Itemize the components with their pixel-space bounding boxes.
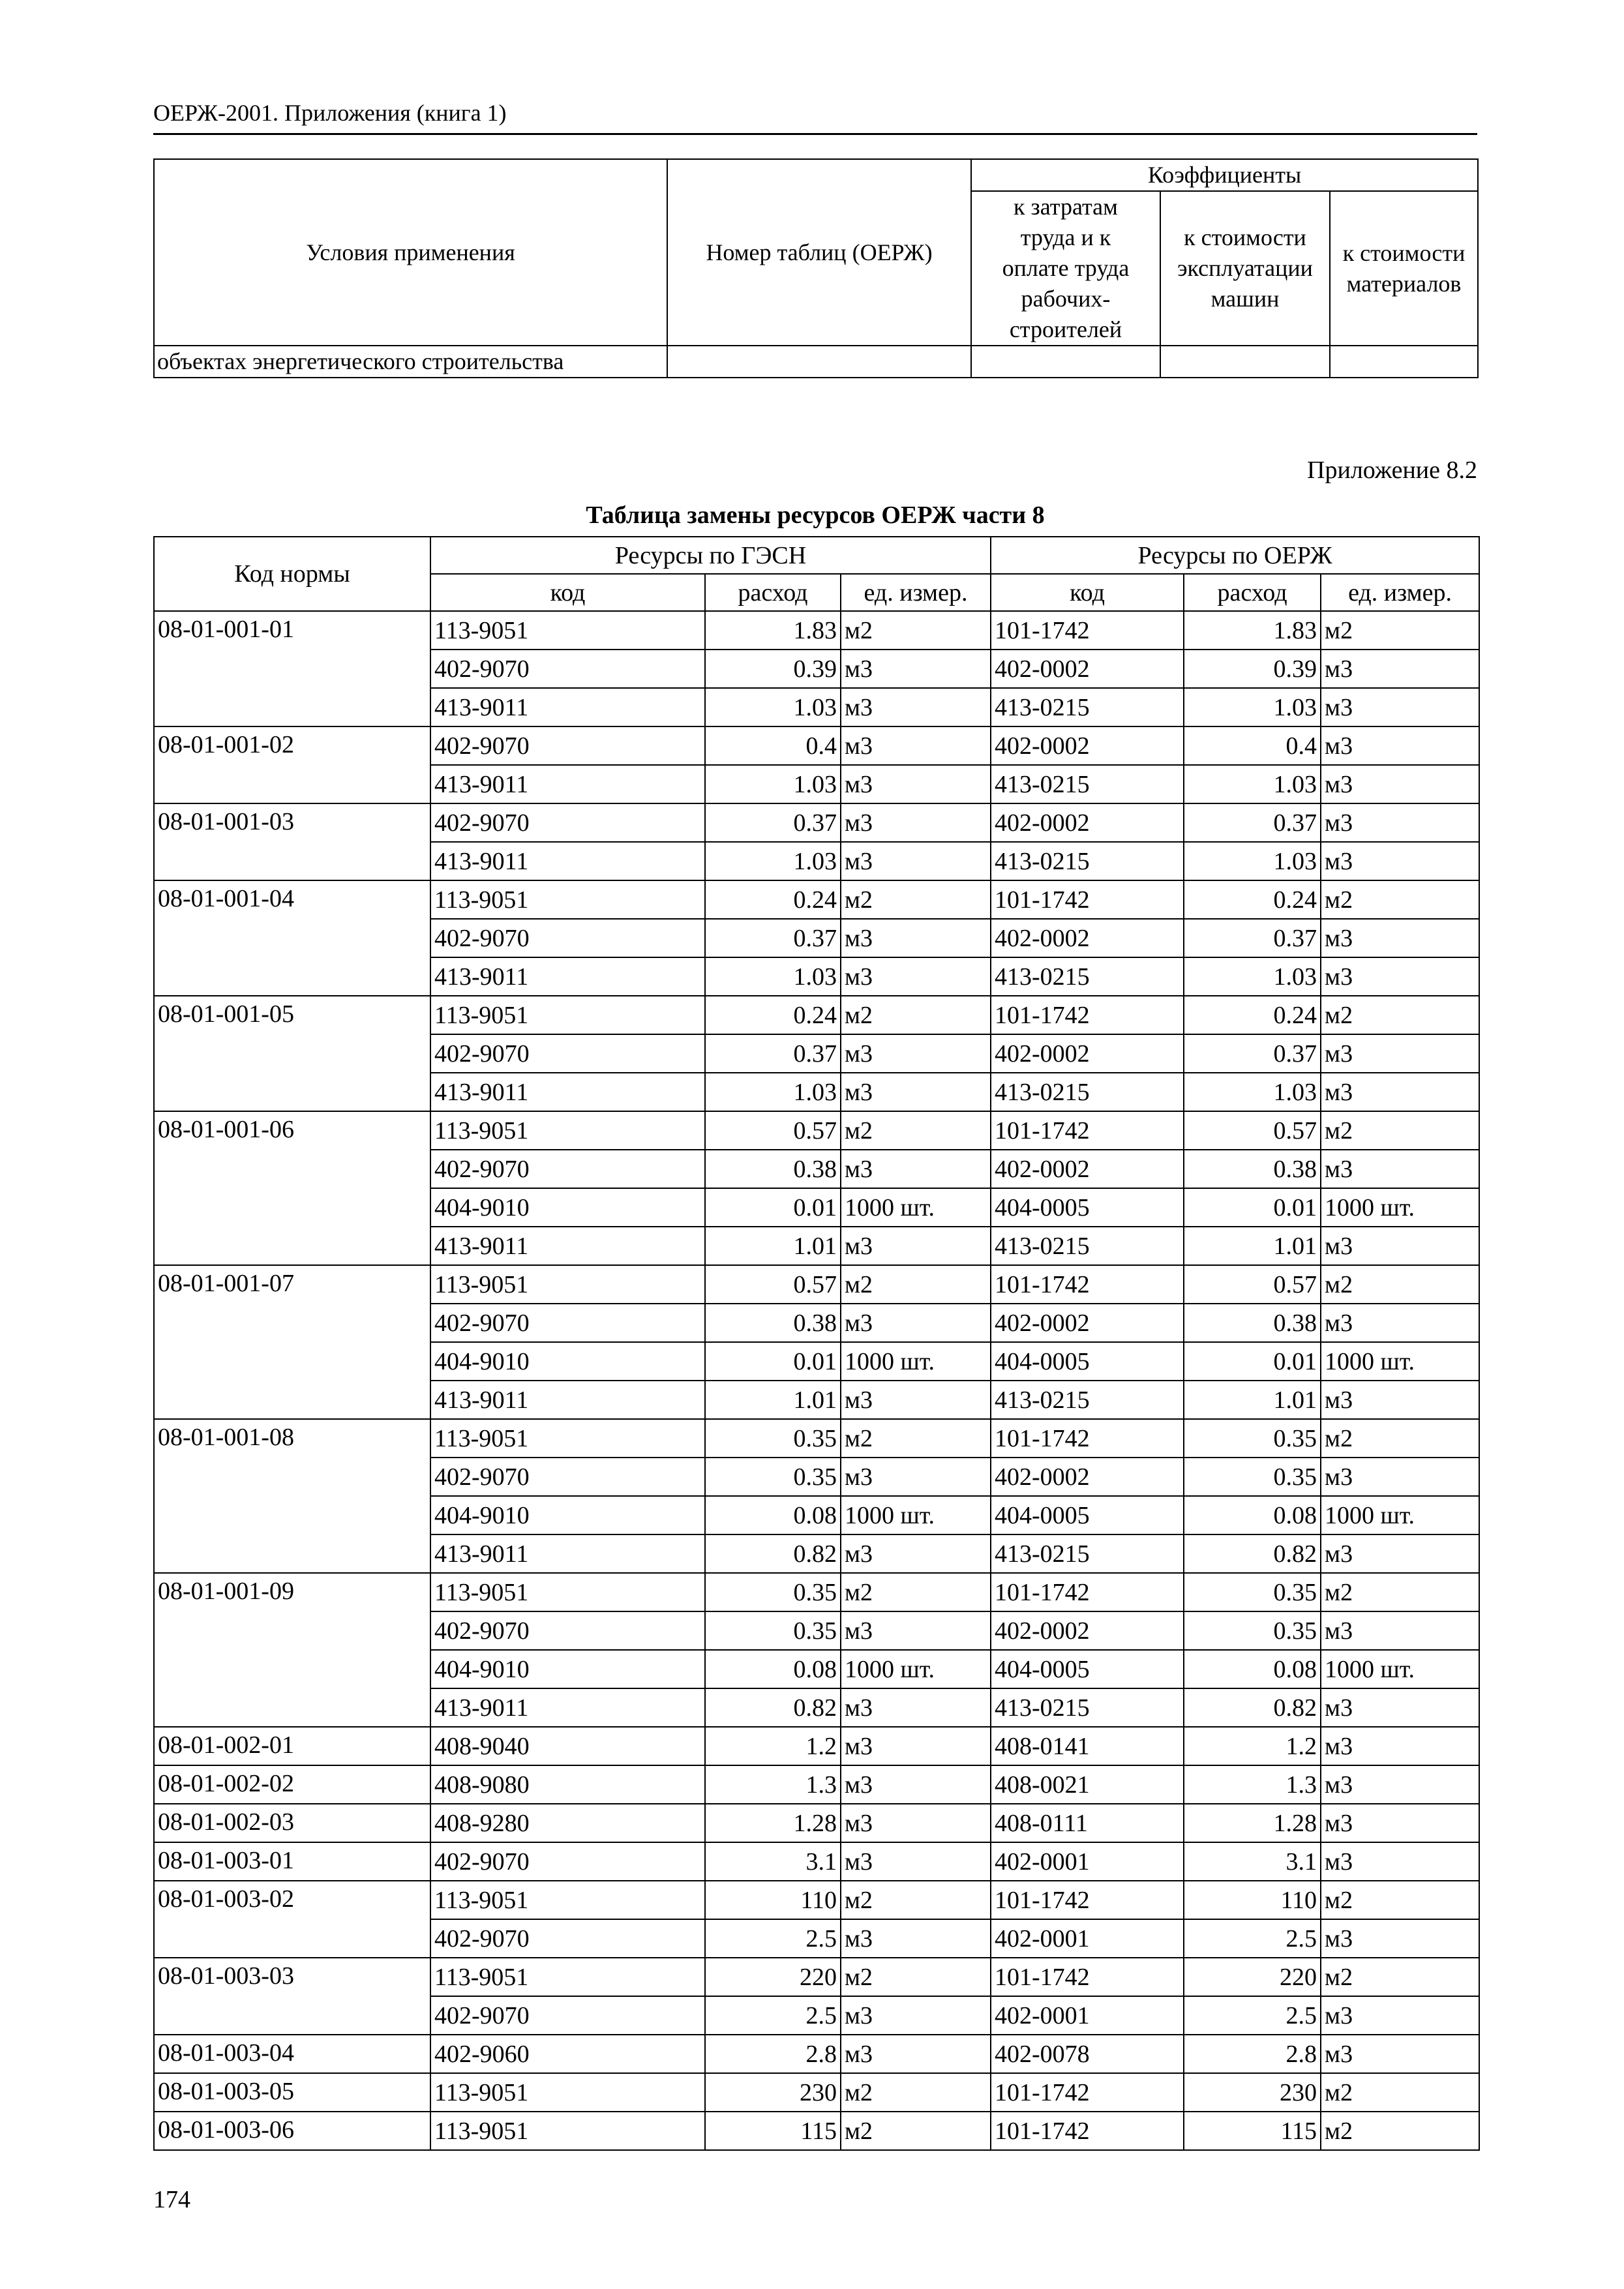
norm-code-cell: 08-01-003-03 (154, 1958, 430, 2035)
col-coefficients-header: Коэффициенты (971, 159, 1478, 191)
sub-materials-header: к стоимости материалов (1330, 191, 1478, 346)
oerzh-code-cell: 408-0021 (991, 1765, 1184, 1804)
oerzh-unit-cell: м2 (1321, 1881, 1479, 1919)
gesn-code-cell: 113-9051 (430, 1958, 705, 1996)
gesn-unit-cell: м3 (841, 1842, 991, 1881)
oerzh-rate-cell: 1.01 (1184, 1227, 1321, 1265)
gesn-rate-cell: 2.5 (705, 1919, 841, 1958)
gesn-rate-cell: 0.39 (705, 650, 841, 688)
gesn-code-cell: 413-9011 (430, 842, 705, 880)
gesn-code-cell: 402-9070 (430, 1458, 705, 1496)
table-row (154, 2035, 1479, 2073)
oerzh-code-cell: 404-0005 (991, 1188, 1184, 1227)
gesn-code-header: код (430, 574, 705, 611)
gesn-rate-cell: 110 (705, 1881, 841, 1919)
gesn-code-cell: 402-9070 (430, 919, 705, 957)
gesn-code-cell: 113-9051 (430, 1881, 705, 1919)
gesn-rate-cell: 0.38 (705, 1150, 841, 1188)
oerzh-code-cell: 402-0078 (991, 2035, 1184, 2073)
oerzh-code-cell: 402-0002 (991, 1304, 1184, 1342)
gesn-rate-cell: 1.3 (705, 1765, 841, 1804)
col-norm-header: Код нормы (154, 537, 430, 611)
gesn-rate-cell: 0.01 (705, 1342, 841, 1381)
oerzh-rate-cell: 1.28 (1184, 1804, 1321, 1842)
table-row (154, 1573, 1479, 1611)
oerzh-code-cell: 402-0002 (991, 1034, 1184, 1073)
oerzh-unit-cell: м2 (1321, 611, 1479, 650)
gesn-unit-cell: м3 (841, 1804, 991, 1842)
norm-code-cell: 08-01-003-01 (154, 1842, 430, 1881)
oerzh-code-cell: 404-0005 (991, 1650, 1184, 1688)
oerzh-rate-cell: 0.82 (1184, 1688, 1321, 1727)
oerzh-unit-cell: м3 (1321, 1727, 1479, 1765)
gesn-code-cell: 413-9011 (430, 1227, 705, 1265)
oerzh-rate-cell: 0.38 (1184, 1150, 1321, 1188)
norm-code-cell: 08-01-001-01 (154, 611, 430, 726)
table-row (154, 1881, 1479, 1919)
gesn-unit-cell: 1000 шт. (841, 1188, 991, 1227)
oerzh-code-cell: 402-0002 (991, 726, 1184, 765)
oerzh-unit-cell: м3 (1321, 919, 1479, 957)
gesn-code-cell: 402-9070 (430, 726, 705, 765)
oerzh-code-cell: 402-0002 (991, 803, 1184, 842)
oerzh-rate-cell: 1.03 (1184, 688, 1321, 726)
gesn-rate-cell: 0.24 (705, 996, 841, 1034)
oerzh-unit-cell: 1000 шт. (1321, 1650, 1479, 1688)
gesn-code-cell: 113-9051 (430, 1573, 705, 1611)
norm-code-cell: 08-01-001-09 (154, 1573, 430, 1727)
oerzh-code-cell: 413-0215 (991, 688, 1184, 726)
oerzh-unit-cell: м3 (1321, 1458, 1479, 1496)
gesn-rate-cell: 1.03 (705, 765, 841, 803)
oerzh-rate-cell: 0.37 (1184, 919, 1321, 957)
gesn-rate-cell: 0.35 (705, 1611, 841, 1650)
oerzh-unit-cell: м2 (1321, 1573, 1479, 1611)
oerzh-rate-cell: 1.2 (1184, 1727, 1321, 1765)
oerzh-rate-cell: 0.35 (1184, 1611, 1321, 1650)
oerzh-code-cell: 413-0215 (991, 1534, 1184, 1573)
norm-code-cell: 08-01-001-02 (154, 726, 430, 803)
oerzh-unit-header: ед. измер. (1321, 574, 1479, 611)
sub-machines-header: к стоимости эксплуатации машин (1160, 191, 1330, 346)
gesn-rate-cell: 0.57 (705, 1111, 841, 1150)
gesn-code-cell: 113-9051 (430, 1419, 705, 1458)
oerzh-rate-cell: 0.35 (1184, 1419, 1321, 1458)
table-row (154, 803, 1479, 842)
gesn-code-cell: 113-9051 (430, 2112, 705, 2150)
norm-code-cell: 08-01-001-05 (154, 996, 430, 1111)
oerzh-unit-cell: м3 (1321, 2035, 1479, 2073)
gesn-rate-cell: 0.35 (705, 1458, 841, 1496)
gesn-code-cell: 413-9011 (430, 688, 705, 726)
oerzh-rate-cell: 1.03 (1184, 842, 1321, 880)
gesn-rate-cell: 1.03 (705, 842, 841, 880)
gesn-rate-cell: 0.08 (705, 1650, 841, 1688)
gesn-unit-cell: м3 (841, 650, 991, 688)
gesn-rate-cell: 0.37 (705, 1034, 841, 1073)
gesn-unit-cell: м3 (841, 1996, 991, 2035)
oerzh-code-cell: 402-0002 (991, 1150, 1184, 1188)
oerzh-rate-cell: 0.82 (1184, 1534, 1321, 1573)
oerzh-rate-cell: 230 (1184, 2073, 1321, 2112)
oerzh-code-cell: 404-0005 (991, 1342, 1184, 1381)
gesn-code-cell: 113-9051 (430, 880, 705, 919)
oerzh-code-cell: 408-0141 (991, 1727, 1184, 1765)
gesn-unit-cell: 1000 шт. (841, 1496, 991, 1534)
gesn-code-cell: 402-9070 (430, 1611, 705, 1650)
gesn-unit-cell: м2 (841, 1573, 991, 1611)
oerzh-code-cell: 101-1742 (991, 880, 1184, 919)
oerzh-unit-cell: м3 (1321, 1227, 1479, 1265)
oerzh-rate-cell: 2.8 (1184, 2035, 1321, 2073)
gesn-unit-cell: м3 (841, 803, 991, 842)
oerzh-code-cell: 402-0002 (991, 650, 1184, 688)
norm-code-cell: 08-01-001-07 (154, 1265, 430, 1419)
oerzh-unit-cell: м3 (1321, 650, 1479, 688)
gesn-unit-cell: м3 (841, 1534, 991, 1573)
oerzh-unit-cell: 1000 шт. (1321, 1496, 1479, 1534)
appendix-label: Приложение 8.2 (1307, 456, 1477, 484)
gesn-rate-cell: 115 (705, 2112, 841, 2150)
gesn-rate-cell: 0.37 (705, 919, 841, 957)
gesn-rate-cell: 0.24 (705, 880, 841, 919)
gesn-unit-cell: м3 (841, 1227, 991, 1265)
group-oerzh-header: Ресурсы по ОЕРЖ (991, 537, 1479, 574)
oerzh-rate-cell: 1.01 (1184, 1381, 1321, 1419)
oerzh-code-cell: 101-1742 (991, 2112, 1184, 2150)
gesn-unit-cell: м2 (841, 1265, 991, 1304)
gesn-unit-cell: м3 (841, 1611, 991, 1650)
oerzh-unit-cell: м3 (1321, 1996, 1479, 2035)
oerzh-code-cell: 402-0001 (991, 1919, 1184, 1958)
oerzh-rate-cell: 0.57 (1184, 1111, 1321, 1150)
oerzh-rate-cell: 0.01 (1184, 1188, 1321, 1227)
oerzh-unit-cell: м2 (1321, 880, 1479, 919)
gesn-unit-header: ед. измер. (841, 574, 991, 611)
gesn-unit-cell: м3 (841, 1727, 991, 1765)
oerzh-code-cell: 413-0215 (991, 1381, 1184, 1419)
oerzh-code-cell: 413-0215 (991, 765, 1184, 803)
gesn-code-cell: 413-9011 (430, 1534, 705, 1573)
table-row (154, 2112, 1479, 2150)
oerzh-unit-cell: м2 (1321, 996, 1479, 1034)
gesn-unit-cell: м2 (841, 611, 991, 650)
table-row (154, 611, 1479, 650)
coefficients-table (153, 158, 1479, 378)
oerzh-rate-cell: 1.03 (1184, 957, 1321, 996)
gesn-code-cell: 413-9011 (430, 1688, 705, 1727)
oerzh-code-cell: 101-1742 (991, 996, 1184, 1034)
gesn-code-cell: 413-9011 (430, 765, 705, 803)
oerzh-unit-cell: м2 (1321, 1265, 1479, 1304)
oerzh-unit-cell: м3 (1321, 957, 1479, 996)
gesn-code-cell: 404-9010 (430, 1496, 705, 1534)
oerzh-rate-cell: 0.08 (1184, 1650, 1321, 1688)
gesn-unit-cell: м3 (841, 1304, 991, 1342)
table-row (154, 1765, 1479, 1804)
oerzh-code-cell: 101-1742 (991, 1419, 1184, 1458)
gesn-rate-cell: 2.8 (705, 2035, 841, 2073)
oerzh-unit-cell: м3 (1321, 688, 1479, 726)
gesn-unit-cell: м3 (841, 765, 991, 803)
oerzh-rate-cell: 115 (1184, 2112, 1321, 2150)
oerzh-code-cell: 413-0215 (991, 842, 1184, 880)
gesn-code-cell: 402-9070 (430, 1034, 705, 1073)
gesn-rate-cell: 1.03 (705, 957, 841, 996)
gesn-rate-cell: 0.38 (705, 1304, 841, 1342)
gesn-code-cell: 402-9070 (430, 1150, 705, 1188)
gesn-code-cell: 402-9070 (430, 1304, 705, 1342)
oerzh-rate-cell: 0.57 (1184, 1265, 1321, 1304)
gesn-rate-cell: 1.28 (705, 1804, 841, 1842)
gesn-unit-cell: м2 (841, 880, 991, 919)
oerzh-unit-cell: 1000 шт. (1321, 1188, 1479, 1227)
gesn-code-cell: 402-9060 (430, 2035, 705, 2073)
gesn-rate-cell: 0.82 (705, 1688, 841, 1727)
oerzh-rate-cell: 0.24 (1184, 996, 1321, 1034)
oerzh-unit-cell: м3 (1321, 1611, 1479, 1650)
gesn-rate-cell: 3.1 (705, 1842, 841, 1881)
gesn-unit-cell: м3 (841, 1073, 991, 1111)
gesn-unit-cell: м2 (841, 1419, 991, 1458)
gesn-code-cell: 408-9280 (430, 1804, 705, 1842)
oerzh-unit-cell: м3 (1321, 842, 1479, 880)
gesn-code-cell: 413-9011 (430, 957, 705, 996)
oerzh-code-cell: 413-0215 (991, 1073, 1184, 1111)
gesn-rate-cell: 1.01 (705, 1227, 841, 1265)
gesn-unit-cell: м3 (841, 1381, 991, 1419)
gesn-unit-cell: 1000 шт. (841, 1650, 991, 1688)
oerzh-unit-cell: м2 (1321, 1958, 1479, 1996)
coef-row-text: объектах энергетического строительства (154, 346, 667, 378)
gesn-unit-cell: м2 (841, 1958, 991, 1996)
gesn-unit-cell: м3 (841, 1034, 991, 1073)
gesn-unit-cell: м3 (841, 1919, 991, 1958)
oerzh-unit-cell: м3 (1321, 1073, 1479, 1111)
oerzh-rate-cell: 220 (1184, 1958, 1321, 1996)
gesn-unit-cell: 1000 шт. (841, 1342, 991, 1381)
gesn-unit-cell: м3 (841, 957, 991, 996)
table-row (154, 1727, 1479, 1765)
oerzh-unit-cell: м3 (1321, 1919, 1479, 1958)
gesn-rate-cell: 0.08 (705, 1496, 841, 1534)
oerzh-unit-cell: м3 (1321, 1842, 1479, 1881)
gesn-unit-cell: м2 (841, 2112, 991, 2150)
gesn-code-cell: 402-9070 (430, 1996, 705, 2035)
sub-labor-header: к затратам труда и к оплате труда рабочих- строителей (971, 191, 1160, 346)
gesn-code-cell: 113-9051 (430, 996, 705, 1034)
gesn-rate-cell: 1.83 (705, 611, 841, 650)
oerzh-code-cell: 402-0002 (991, 1458, 1184, 1496)
oerzh-unit-cell: м3 (1321, 1381, 1479, 1419)
gesn-rate-cell: 0.82 (705, 1534, 841, 1573)
norm-code-cell: 08-01-003-04 (154, 2035, 430, 2073)
gesn-unit-cell: м3 (841, 842, 991, 880)
oerzh-unit-cell: м2 (1321, 1111, 1479, 1150)
oerzh-unit-cell: м3 (1321, 1534, 1479, 1573)
gesn-code-cell: 402-9070 (430, 650, 705, 688)
norm-code-cell: 08-01-002-03 (154, 1804, 430, 1842)
table-row (154, 2073, 1479, 2112)
oerzh-rate-cell: 2.5 (1184, 1919, 1321, 1958)
gesn-code-cell: 402-9070 (430, 803, 705, 842)
table-row (154, 880, 1479, 919)
oerzh-unit-cell: м3 (1321, 1765, 1479, 1804)
col-conditions-header: Условия применения (154, 159, 667, 346)
table-row (154, 1111, 1479, 1150)
oerzh-rate-cell: 0.38 (1184, 1304, 1321, 1342)
oerzh-unit-cell: м3 (1321, 1034, 1479, 1073)
oerzh-unit-cell: м3 (1321, 1150, 1479, 1188)
gesn-unit-cell: м2 (841, 2073, 991, 2112)
oerzh-code-cell: 413-0215 (991, 1227, 1184, 1265)
oerzh-rate-header: расход (1184, 574, 1321, 611)
col-table-numbers-header: Номер таблиц (ОЕРЖ) (667, 159, 971, 346)
oerzh-unit-cell: м3 (1321, 1804, 1479, 1842)
gesn-code-cell: 404-9010 (430, 1342, 705, 1381)
gesn-rate-cell: 0.4 (705, 726, 841, 765)
table-row (154, 996, 1479, 1034)
oerzh-unit-cell: м2 (1321, 1419, 1479, 1458)
gesn-code-cell: 402-9070 (430, 1842, 705, 1881)
oerzh-code-cell: 404-0005 (991, 1496, 1184, 1534)
gesn-rate-cell: 1.2 (705, 1727, 841, 1765)
running-header: ОЕРЖ-2001. Приложения (книга 1) (153, 97, 1477, 135)
oerzh-code-cell: 101-1742 (991, 1958, 1184, 1996)
resource-replacement-table (153, 536, 1480, 2151)
gesn-code-cell: 113-9051 (430, 2073, 705, 2112)
oerzh-code-cell: 101-1742 (991, 1881, 1184, 1919)
gesn-unit-cell: м3 (841, 1458, 991, 1496)
norm-code-cell: 08-01-002-02 (154, 1765, 430, 1804)
gesn-unit-cell: м3 (841, 1150, 991, 1188)
gesn-rate-cell: 230 (705, 2073, 841, 2112)
gesn-unit-cell: м3 (841, 919, 991, 957)
gesn-rate-cell: 220 (705, 1958, 841, 1996)
gesn-rate-header: расход (705, 574, 841, 611)
gesn-unit-cell: м3 (841, 2035, 991, 2073)
oerzh-unit-cell: м3 (1321, 1304, 1479, 1342)
gesn-code-cell: 404-9010 (430, 1188, 705, 1227)
oerzh-unit-cell: м3 (1321, 803, 1479, 842)
gesn-rate-cell: 0.35 (705, 1419, 841, 1458)
oerzh-code-cell: 101-1742 (991, 2073, 1184, 2112)
oerzh-rate-cell: 0.39 (1184, 650, 1321, 688)
group-gesn-header: Ресурсы по ГЭСН (430, 537, 991, 574)
oerzh-rate-cell: 0.4 (1184, 726, 1321, 765)
gesn-unit-cell: м2 (841, 1111, 991, 1150)
oerzh-code-header: код (991, 574, 1184, 611)
table-row (154, 1265, 1479, 1304)
gesn-code-cell: 113-9051 (430, 611, 705, 650)
gesn-rate-cell: 0.37 (705, 803, 841, 842)
gesn-code-cell: 413-9011 (430, 1073, 705, 1111)
gesn-code-cell: 413-9011 (430, 1381, 705, 1419)
gesn-rate-cell: 0.35 (705, 1573, 841, 1611)
resource-table-body (154, 611, 1479, 2150)
norm-code-cell: 08-01-003-02 (154, 1881, 430, 1958)
oerzh-code-cell: 402-0001 (991, 1996, 1184, 2035)
gesn-unit-cell: м3 (841, 1765, 991, 1804)
oerzh-rate-cell: 1.03 (1184, 765, 1321, 803)
oerzh-code-cell: 101-1742 (991, 611, 1184, 650)
gesn-unit-cell: м2 (841, 1881, 991, 1919)
norm-code-cell: 08-01-001-04 (154, 880, 430, 996)
table-title: Таблица замены ресурсов ОЕРЖ части 8 (586, 501, 1045, 529)
table-row (154, 1842, 1479, 1881)
oerzh-code-cell: 402-0002 (991, 919, 1184, 957)
oerzh-unit-cell: м2 (1321, 2112, 1479, 2150)
norm-code-cell: 08-01-001-06 (154, 1111, 430, 1265)
norm-code-cell: 08-01-003-05 (154, 2073, 430, 2112)
gesn-code-cell: 408-9080 (430, 1765, 705, 1804)
gesn-rate-cell: 1.01 (705, 1381, 841, 1419)
norm-code-cell: 08-01-003-06 (154, 2112, 430, 2150)
oerzh-rate-cell: 2.5 (1184, 1996, 1321, 2035)
table-row (154, 726, 1479, 765)
oerzh-unit-cell: м3 (1321, 765, 1479, 803)
gesn-code-cell: 113-9051 (430, 1265, 705, 1304)
table-row (154, 1958, 1479, 1996)
gesn-unit-cell: м3 (841, 726, 991, 765)
norm-code-cell: 08-01-001-08 (154, 1419, 430, 1573)
gesn-code-cell: 408-9040 (430, 1727, 705, 1765)
oerzh-code-cell: 101-1742 (991, 1111, 1184, 1150)
oerzh-rate-cell: 0.37 (1184, 803, 1321, 842)
oerzh-code-cell: 402-0001 (991, 1842, 1184, 1881)
gesn-rate-cell: 1.03 (705, 688, 841, 726)
table-row (154, 1804, 1479, 1842)
oerzh-code-cell: 413-0215 (991, 957, 1184, 996)
oerzh-unit-cell: 1000 шт. (1321, 1342, 1479, 1381)
gesn-rate-cell: 2.5 (705, 1996, 841, 2035)
norm-code-cell: 08-01-002-01 (154, 1727, 430, 1765)
oerzh-code-cell: 408-0111 (991, 1804, 1184, 1842)
oerzh-rate-cell: 1.83 (1184, 611, 1321, 650)
oerzh-code-cell: 413-0215 (991, 1688, 1184, 1727)
oerzh-rate-cell: 0.24 (1184, 880, 1321, 919)
oerzh-rate-cell: 0.01 (1184, 1342, 1321, 1381)
oerzh-rate-cell: 0.37 (1184, 1034, 1321, 1073)
oerzh-unit-cell: м3 (1321, 1688, 1479, 1727)
oerzh-unit-cell: м3 (1321, 726, 1479, 765)
oerzh-rate-cell: 0.35 (1184, 1458, 1321, 1496)
oerzh-rate-cell: 110 (1184, 1881, 1321, 1919)
gesn-rate-cell: 1.03 (705, 1073, 841, 1111)
oerzh-code-cell: 101-1742 (991, 1573, 1184, 1611)
oerzh-code-cell: 101-1742 (991, 1265, 1184, 1304)
gesn-rate-cell: 0.01 (705, 1188, 841, 1227)
gesn-code-cell: 402-9070 (430, 1919, 705, 1958)
gesn-code-cell: 113-9051 (430, 1111, 705, 1150)
gesn-code-cell: 404-9010 (430, 1650, 705, 1688)
gesn-unit-cell: м3 (841, 688, 991, 726)
oerzh-rate-cell: 1.3 (1184, 1765, 1321, 1804)
norm-code-cell: 08-01-001-03 (154, 803, 430, 880)
gesn-unit-cell: м2 (841, 996, 991, 1034)
oerzh-unit-cell: м2 (1321, 2073, 1479, 2112)
oerzh-rate-cell: 3.1 (1184, 1842, 1321, 1881)
page-number: 174 (153, 2186, 190, 2213)
oerzh-rate-cell: 0.08 (1184, 1496, 1321, 1534)
oerzh-rate-cell: 1.03 (1184, 1073, 1321, 1111)
gesn-rate-cell: 0.57 (705, 1265, 841, 1304)
table-row (154, 1419, 1479, 1458)
oerzh-code-cell: 402-0002 (991, 1611, 1184, 1650)
oerzh-rate-cell: 0.35 (1184, 1573, 1321, 1611)
gesn-unit-cell: м3 (841, 1688, 991, 1727)
